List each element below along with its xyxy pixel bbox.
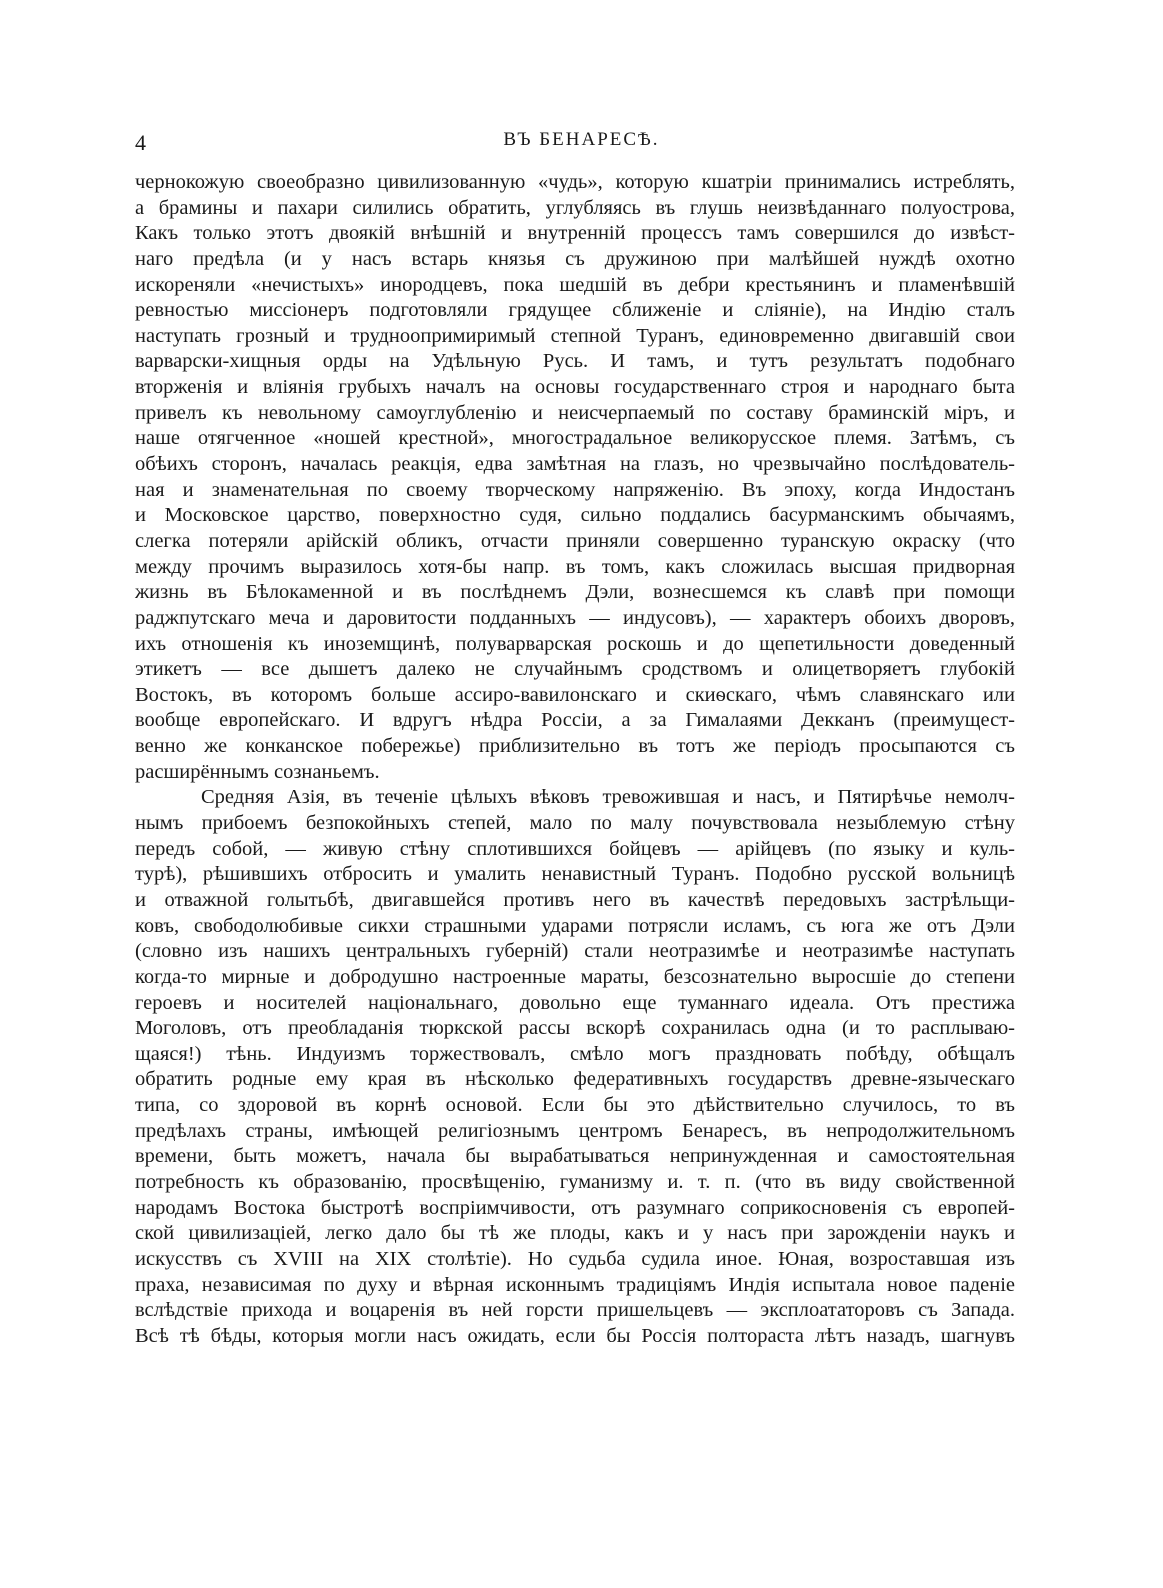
text-line: и Московское царство, поверхностно судя, сильно поддались басурманскимъ обычаямъ,	[135, 504, 1015, 527]
text-line: наступать грозный и трудноопримиримый степной Туранъ, единовременно двигавшій свои	[135, 324, 1015, 347]
text-line: раджпутскаго меча и даровитости подданныхъ — индусовъ), — характеръ обоихъ дворовъ,	[135, 606, 1015, 629]
text-line: искореняли «нечистыхъ» инородцевъ, пока шедшій въ дебри крестьянинъ и пламенѣвшій	[135, 273, 1015, 296]
text-line: щаяся!) тѣнь. Индуизмъ торжествовалъ, смѣло могъ праздновать побѣду, обѣщалъ	[135, 1042, 1015, 1065]
text-line: ихъ отношенія къ иноземщинѣ, полуварварская роскошь и до щепетильности доведенный	[135, 632, 1015, 655]
text-line: и отважной голытьбѣ, двигавшейся противъ него въ качествѣ передовыхъ застрѣльщи-	[135, 888, 1015, 911]
text-line: потребность къ образованію, просвѣщенію, гуманизму и. т. п. (что въ виду свойственной	[135, 1170, 1015, 1193]
text-line: привелъ къ невольному самоуглубленію и неисчерпаемый по составу браминскій міръ, и	[135, 401, 1015, 424]
text-line: передъ собой, — живую стѣну сплотившихся бойцевъ — арійцевъ (по языку и куль-	[135, 837, 1015, 860]
text-line: (словно изъ нашихъ центральныхъ губерній) стали неотразимѣе и неотразимѣе наступать	[135, 940, 1015, 963]
text-line: типа, со здоровой въ корнѣ основой. Если бы это дѣйствительно случилось, то въ	[135, 1094, 1015, 1117]
text-line: а брамины и пахари силились обратить, углубляясь въ глушь неизвѣданнаго полуострова,	[135, 196, 1015, 219]
text-line: Моголовъ, отъ преобладанія тюркской рассы вскорѣ сохранилась одна (и то расплываю-	[135, 1017, 1015, 1040]
text-line: чернокожую своеобразно цивилизованную «чудь», которую кшатріи принимались истреблять,	[135, 171, 1015, 193]
text-line: вслѣдствіе прихода и воцаренія въ ней горсти пришельцевъ — эксплоататоровъ съ Запада.	[135, 1299, 1015, 1322]
text-line: вообще европейскаго. И вдругъ нѣдра Россіи, а за Гималаями Декканъ (преимущест-	[135, 709, 1015, 732]
text-line: ная и знаменательная по своему творческому напряженію. Въ эпоху, когда Индостанъ	[135, 478, 1015, 501]
text-line: ревностью миссіонеръ подготовляли грядущее сближеніе и сліяніе), на Индію сталъ	[135, 299, 1015, 322]
text-line: слегка потеряли арійскій обликъ, отчасти приняли совершенно туранскую окраску (что	[135, 529, 1015, 552]
text-line: Востокъ, въ которомъ больше ассиро-вавилонскаго и скиѳскаго, чѣмъ славянскаго или	[135, 683, 1015, 706]
running-title: ВЪ БЕНАРЕСѢ.	[503, 129, 660, 150]
text-line: наго предѣла (и у насъ встарь князья съ дружиною при малѣйшей нуждѣ охотно	[135, 247, 1015, 270]
text-line: варварски-хищныя орды на Удѣльную Русь. И тамъ, и тутъ результатъ подобнаго	[135, 350, 1015, 373]
text-line: нымъ прибоемъ безпокойныхъ степей, мало по малу почувствовала незыблемую стѣну	[135, 812, 1015, 835]
body-text	[135, 170, 1015, 1349]
text-line: Всѣ тѣ бѣды, которыя могли насъ ожидать, если бы Россія полтораста лѣтъ назадъ, шагнувъ	[135, 1324, 1015, 1347]
text-line: героевъ и носителей національнаго, довольно еще туманнаго идеала. Отъ престижа	[135, 991, 1015, 1014]
text-line: искусствъ съ XVIII на XIX столѣтіе). Но судьба судила иное. Юная, возроставшая изъ	[135, 1247, 1015, 1270]
text-line: когда-то мирные и добродушно настроенные мараты, безсознательно выросшіе до степени	[135, 965, 1015, 988]
text-line: обѣихъ сторонъ, началась реакція, едва замѣтная на глазъ, но чрезвычайно послѣдователь-	[135, 453, 1015, 476]
text-line: между прочимъ выразилось хотя-бы напр. въ томъ, какъ сложилась высшая придворная	[135, 555, 1015, 578]
text-line: народамъ Востока быстротѣ воспріимчивости, отъ разумнаго соприкосновенія съ европей-	[135, 1196, 1015, 1219]
page-number: 4	[135, 130, 146, 155]
text-line: ской цивилизаціей, легко дало бы тѣ же плоды, какъ и у насъ при зарожденіи наукъ и	[135, 1222, 1015, 1245]
text-line: расширённымъ сознаньемъ.	[135, 760, 380, 783]
text-line: венно же конканское побережье) приблизительно въ тотъ же періодъ просыпаются съ	[135, 735, 1015, 758]
text-line: времени, быть можетъ, начала бы вырабатываться непринужденная и самостоятельная	[135, 1145, 1015, 1168]
text-line: ковъ, свободолюбивые сикхи страшными ударами потрясли исламъ, съ юга же отъ Дэли	[135, 914, 1015, 937]
text-line: праха, независимая по духу и вѣрная исконнымъ традиціямъ Индія испытала новое паденіе	[135, 1273, 1015, 1296]
text-line: обратить родные ему края въ нѣсколько федеративныхъ государствъ древне-языческаго	[135, 1068, 1015, 1091]
text-line: наше отягченное «ношей крестной», многострадальное великорусское племя. Затѣмъ, съ	[135, 427, 1015, 450]
text-line: Средняя Азія, въ теченіе цѣлыхъ вѣковъ тревожившая и насъ, и Пятирѣчье немолч-	[201, 786, 1015, 809]
text-line: турѣ), рѣшившихъ отбросить и умалить ненавистный Туранъ. Подобно русской вольницѣ	[135, 863, 1015, 886]
text-line: предѣлахъ страны, имѣющей религіознымъ центромъ Бенаресъ, въ непродолжительномъ	[135, 1119, 1015, 1142]
text-line: Какъ только этотъ двоякій внѣшній и внутренній процессъ тамъ совершился до извѣст-	[135, 222, 1015, 245]
text-line: вторженія и вліянія грубыхъ началъ на основы государственнаго строя и народнаго быта	[135, 376, 1015, 399]
text-line: жизнь въ Бѣлокаменной и въ послѣднемъ Дэли, вознесшемся къ славѣ при помощи	[135, 581, 1015, 604]
text-line: этикетъ — все дышетъ далеко не случайнымъ сродствомъ и олицетворяетъ глубокій	[135, 658, 1015, 681]
